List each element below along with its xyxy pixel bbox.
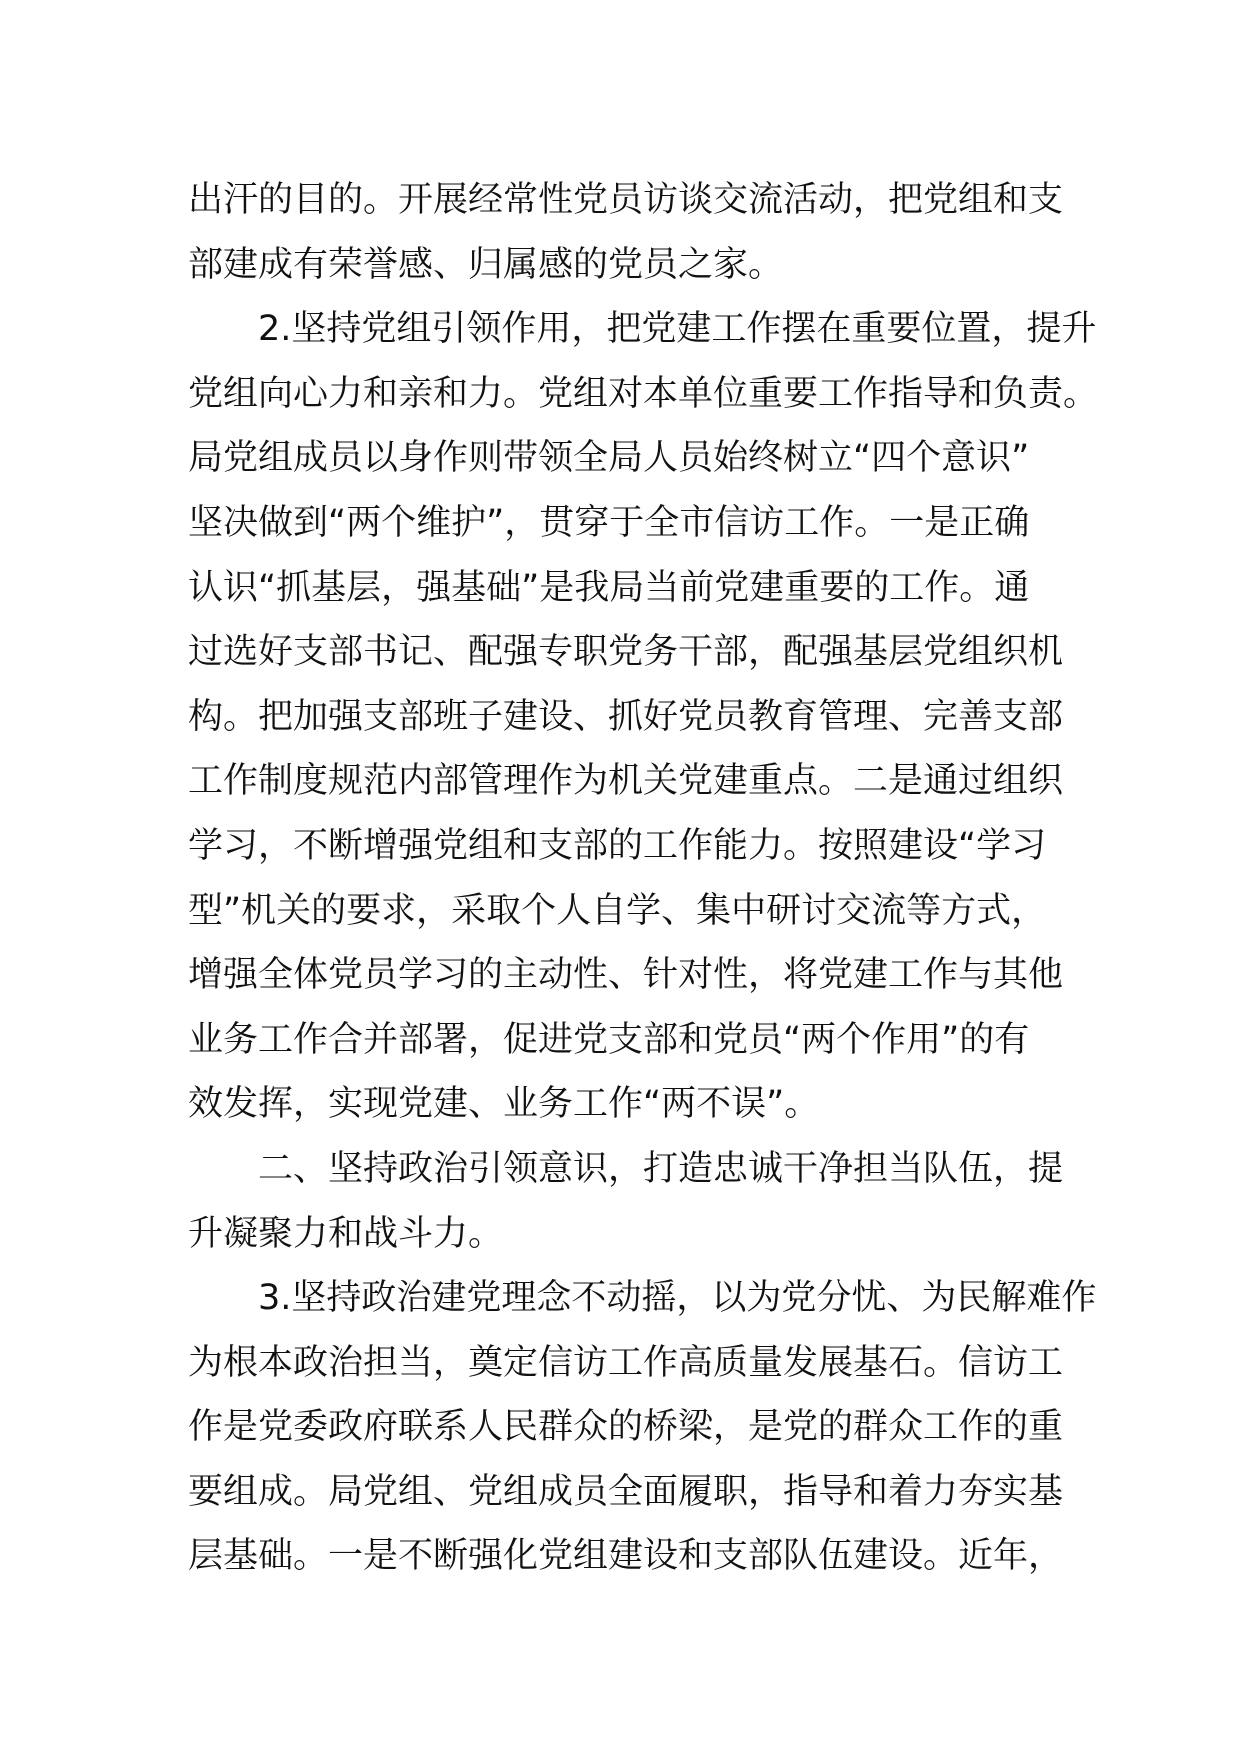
text-line: 党组向心力和亲和力。党组对本单位重要工作指导和负责。 <box>188 373 1099 414</box>
text-line: 过选好支部书记、配强专职党务干部，配强基层党组织机 <box>188 632 1064 673</box>
text-line: 业务工作合并部署，促进党支部和党员“两个作用”的有 <box>188 1019 1030 1060</box>
text-line: 坚决做到“两个维护”，贯穿于全市信访工作。一是正确 <box>188 502 1030 543</box>
text-line: 效发挥，实现党建、业务工作“两不误”。 <box>188 1084 820 1125</box>
text-line: 认识“抓基层，强基础”是我局当前党建重要的工作。通 <box>188 567 1030 608</box>
text-line: 增强全体党员学习的主动性、针对性，将党建工作与其他 <box>188 955 1064 996</box>
text-line: 为根本政治担当，奠定信访工作高质量发展基石。信访工 <box>188 1342 1064 1383</box>
heading-line: 二、坚持政治引领意识，打造忠诚干净担当队伍，提 <box>258 1148 1064 1189</box>
text-line: 学习，不断增强党组和支部的工作能力。按照建设“学习 <box>188 825 1047 866</box>
text-line: 层基础。一是不断强化党组建设和支部队伍建设。近年， <box>188 1536 1064 1577</box>
text-line: 出汗的目的。开展经常性党员访谈交流活动，把党组和支 <box>188 180 1064 220</box>
paragraph-continuation <box>188 168 1068 297</box>
text-line: 型”机关的要求，采取个人自学、集中研讨交流等方式， <box>188 890 1047 931</box>
paragraph-item-3 <box>188 1266 1097 1589</box>
text-line: 构。把加强支部班子建设、抓好党员教育管理、完善支部 <box>188 696 1064 737</box>
text-line: 局党组成员以身作则带领全局人员始终树立“四个意识” <box>188 438 1030 479</box>
text-line: 部建成有荣誉感、归属感的党员之家。 <box>188 244 784 285</box>
text-line: 作是党委政府联系人民群众的桥梁，是党的群众工作的重 <box>188 1407 1064 1448</box>
text-line: 工作制度规范内部管理作为机关党建重点。二是通过组织 <box>188 761 1064 802</box>
text-line: 要组成。局党组、党组成员全面履职，指导和着力夯实基 <box>188 1471 1064 1512</box>
text-line: 2.坚持党组引领作用，把党建工作摆在重要位置，提升 <box>258 309 1097 350</box>
document-body <box>188 168 1099 1589</box>
heading-line: 升凝聚力和战斗力。 <box>188 1213 504 1254</box>
section-heading-2 <box>188 1137 1068 1266</box>
paragraph-item-2 <box>188 297 1099 1137</box>
text-line: 3.坚持政治建党理念不动摇，以为党分忧、为民解难作 <box>258 1278 1097 1319</box>
